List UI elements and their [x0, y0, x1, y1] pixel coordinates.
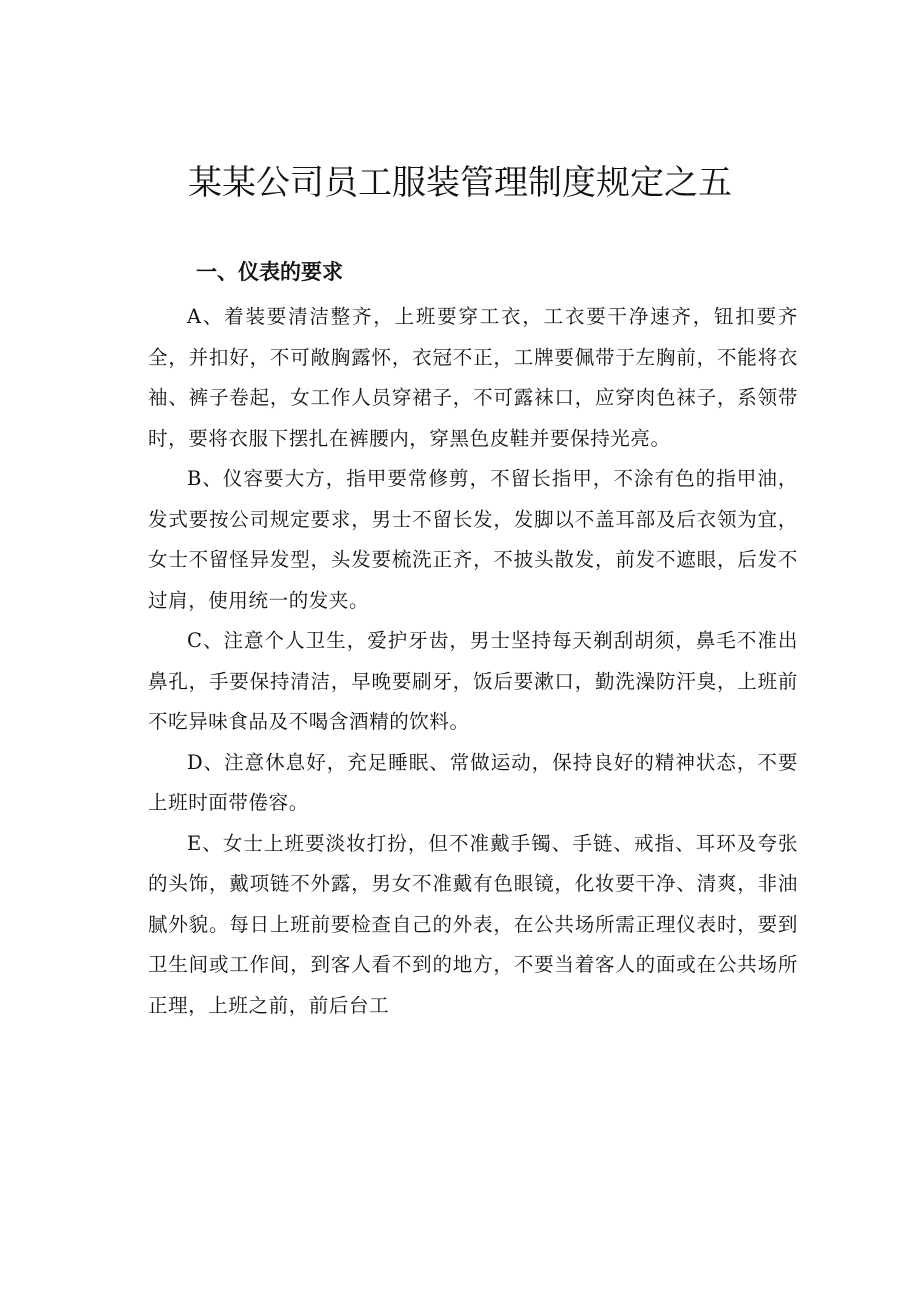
paragraph-b: B、仪容要大方，指甲要常修剪，不留长指甲，不涂有色的指甲油，发式要按公司规定要求，男士不留长发，发脚以不盖耳部及后衣领为宜，女士不留怪异发型，头发要梳洗正齐，不披头散发，前发不遮眼，后发不过肩，使用统一的发夹。	[148, 467, 798, 612]
paragraph-e: E、女士上班要淡妆打扮，但不准戴手镯、手链、戒指、耳环及夸张的头饰，戴项链不外露，男女不准戴有色眼镜，化妆要干净、清爽，非油腻外貌。每日上班前要检查自己的外表，在公共场所需正理仪表时，要到卫生间或工作间，到客人看不到的地方，不要当着客人的面或在公共场所正理，上班之前，前后台工	[148, 831, 798, 1017]
paragraph-c: C、注意个人卫生，爱护牙齿，男士坚持每天剃刮胡须，鼻毛不准出鼻孔，手要保持清洁，早晚要刷牙，饭后要漱口，勤洗澡防汗臭，上班前不吃异味食品及不喝含酒精的饮料。	[148, 629, 798, 733]
document-body	[148, 297, 798, 1026]
section-heading: 一、仪表的要求	[196, 260, 343, 284]
paragraph-d: D、注意休息好，充足睡眠、常做运动，保持良好的精神状态，不要上班时面带倦容。	[148, 750, 798, 814]
document-title: 某某公司员工服装管理制度规定之五	[188, 163, 732, 203]
paragraph-a: A、着装要清洁整齐，上班要穿工衣，工衣要干净速齐，钮扣要齐全，并扣好，不可敞胸露怀，衣冠不正，工牌要佩带于左胸前，不能将衣袖、裤子卷起，女工作人员穿裙子，不可露袜口，应穿肉色袜子，系领带时，要将衣服下摆扎在裤腰内，穿黑色皮鞋并要保持光亮。	[148, 305, 798, 450]
